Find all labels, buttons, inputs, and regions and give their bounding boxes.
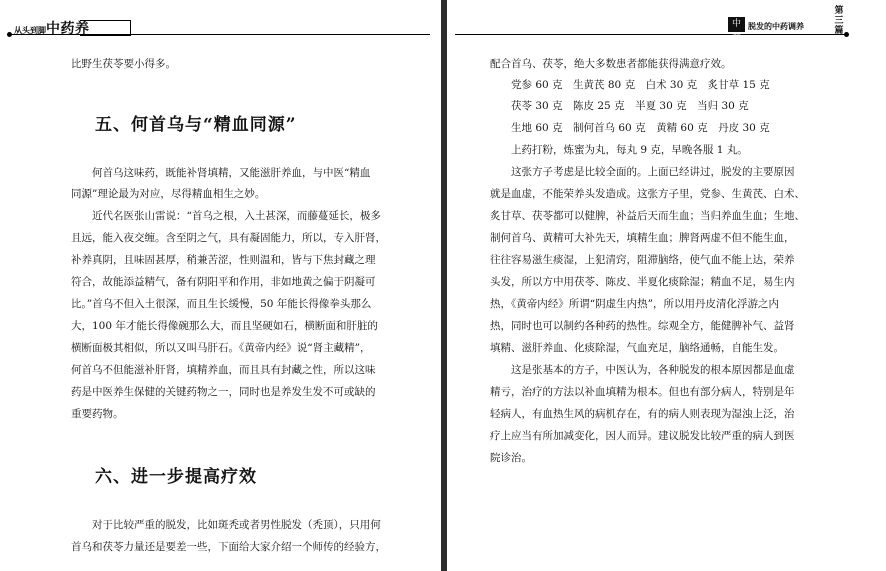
recipe-line: 茯苓 30 克 陈皮 25 克 半夏 30 克 当归 30 克 xyxy=(511,100,749,112)
book-brand-big: 中药养 xyxy=(46,21,90,37)
text-line: 填精、滋肝养血、化痰除湿，气血充足，脑络通畅，自能生发。 xyxy=(490,342,784,354)
text-line: 大，100 年才能长得像碗那么大，而且坚硬如石，横断面和肝脏的 xyxy=(71,320,378,332)
text-line: 炙甘草、茯苓都可以健脾，补益后天而生血；当归养血生血；生地、 xyxy=(490,210,805,222)
text-line: 这是张基本的方子，中医认为，各种脱发的根本原因都是血虚 xyxy=(511,364,795,376)
header-dot xyxy=(7,32,12,37)
text-line: 制何首乌、黄精可大补先天，填精生血；脾肾两虚不但不能生血， xyxy=(490,232,795,244)
text-line: 热，同时也可以制约各种药的热性。综观全方，能健脾补气、益肾 xyxy=(490,320,795,332)
left-page xyxy=(0,0,441,571)
text-line: 重要药物。 xyxy=(71,408,124,420)
text-line: 疗上应当有所加减变化，因人而异。建议脱发比较严重的病人到医 xyxy=(490,430,795,442)
text-line: 院诊治。 xyxy=(490,452,532,464)
text-line: 补养真阴，且味固甚厚，稍兼苦涩，性则温和，皆与下焦封藏之理 xyxy=(71,254,376,266)
book-brand-small: 从头到脚 xyxy=(14,26,46,35)
text-line: 对于比较严重的脱发，比如斑秃或者男性脱发（秃顶），只用何 xyxy=(92,519,381,531)
text-line: 配合首乌、茯苓，绝大多数患者都能获得满意疗效。 xyxy=(490,58,732,70)
text-line: 头发，所以方中用茯苓、陈皮、半夏化痰除湿；精血不足，易生内 xyxy=(490,276,795,288)
text-line: 往往容易滋生痰湿，上犯清窍，阻滞脑络，使气血不能上达，荣养 xyxy=(490,254,795,266)
book-brand xyxy=(14,18,90,38)
brand-frame xyxy=(80,20,131,36)
text-line: 精亏，治疗的方法以补血填精为根本。但也有部分病人，特别是年 xyxy=(490,386,795,398)
recipe-line: 党参 60 克 生黄芪 80 克 白术 30 克 炙甘草 15 克 xyxy=(511,79,770,91)
text-line: 且远，能入夜交缠。含至阴之气，具有凝固能力，所以，专入肝肾， xyxy=(71,232,386,244)
text-line: 近代名医张山雷说：“首乌之根，入土甚深，而藤蔓延长，极多 xyxy=(92,210,381,222)
text-line: 同源”理论最为对应，尽得精血相生之妙。 xyxy=(71,188,266,200)
chapter-title: 脱发的中药调养 xyxy=(748,22,804,31)
text-line: 这张方子考虑是比较全面的。上面已经讲过，脱发的主要原因 xyxy=(511,166,795,178)
text-line: 热，《黄帝内经》所谓“阴虚生内热”，所以用丹皮清化浮游之内 xyxy=(490,298,779,310)
text-line: 药是中医养生保健的关键药物之一，同时也是养发生发不可或缺的 xyxy=(71,386,376,398)
header-rule xyxy=(455,34,847,35)
section-heading: 六、进一步提高疗效 xyxy=(95,467,257,487)
text-line: 轻病人，有血热生风的病机存在，有的病人则表现为湿浊上泛，治 xyxy=(490,408,795,420)
text-line: 符合，故能添益精气，备有阴阳平和作用，非如地黄之偏于阴凝可 xyxy=(71,276,376,288)
text-line: 何首乌不但能滋补肝肾，填精养血，而且具有封藏之性，所以这味 xyxy=(71,364,376,376)
part-label: 第三篇 xyxy=(834,6,844,36)
section-heading: 五、何首乌与“精血同源” xyxy=(95,115,297,135)
text-line: 何首乌这味药，既能补肾填精，又能滋肝养血，与中医“精血 xyxy=(92,167,371,179)
text-line: 比野生茯苓要小得多。 xyxy=(71,58,176,70)
text-line: 比。”首乌不但入土很深，而且生长缓慢，50 年能长得像拳头那么 xyxy=(71,298,372,310)
recipe-line: 生地 60 克 制何首乌 60 克 黄精 60 克 丹皮 30 克 xyxy=(511,122,770,134)
text-line: 就是血虚，不能荣养头发造成。这张方子里，党参、生黄芪、白术、 xyxy=(490,188,805,200)
chapter-emblem: 中药 xyxy=(728,17,745,32)
text-line: 横断面极其相似，所以又叫马肝石。《黄帝内经》说“肾主藏精”， xyxy=(71,342,371,354)
text-line: 首乌和茯苓力量还是要差一些，下面给大家介绍一个师传的经验方， xyxy=(71,541,386,553)
text-line: 上药打粉，炼蜜为丸，每丸 9 克，早晚各服 1 丸。 xyxy=(511,144,748,156)
